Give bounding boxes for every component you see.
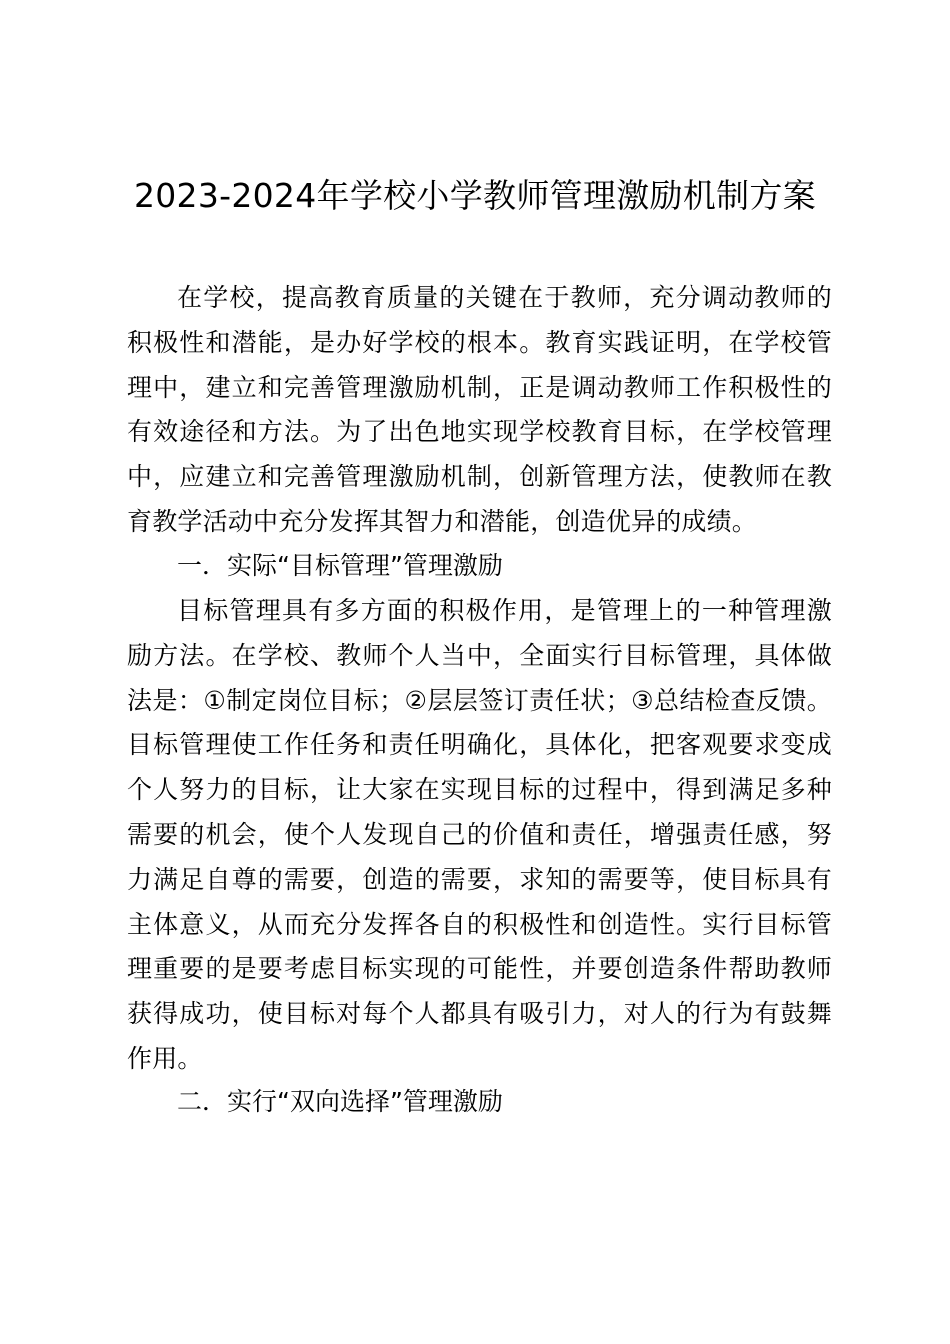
document-title: 2023-2024年学校小学教师管理激励机制方案 (133, 176, 817, 215)
section-heading-2: 二．实行“双向选择”管理激励 (177, 1087, 503, 1116)
intro-paragraph: 在学校，提高教育质量的关键在于教师，充分调动教师的积极性和潜能，是办好学校的根本。教育实践证明，在学校管理中，建立和完善管理激励机制，正是调动教师工作积极性的有效途径和方法。为了出色地实现学校教育目标，在学校管理中，应建立和完善管理激励机制，创新管理方法，使教师在教育教学活动中充分发挥其智力和潜能，创造优异的成绩。 (127, 283, 832, 536)
section-1-paragraph: 目标管理具有多方面的积极作用，是管理上的一种管理激励方法。在学校、教师个人当中，全面实行目标管理，具体做法是：①制定岗位目标；②层层签订责任状；③总结检查反馈。目标管理使工作任务和责任明确化，具体化，把客观要求变成个人努力的目标，让大家在实现目标的过程中，得到满足多种需要的机会，使个人发现自己的价值和责任，增强责任感，努力满足自尊的需要，创造的需要，求知的需要等，使目标具有主体意义，从而充分发挥各自的积极性和创造性。实行目标管理重要的是要考虑目标实现的可能性，并要创造条件帮助教师获得成功，使目标对每个人都具有吸引力，对人的行为有鼓舞作用。 (127, 596, 832, 1073)
section-heading-1: 一．实际“目标管理”管理激励 (177, 551, 503, 580)
